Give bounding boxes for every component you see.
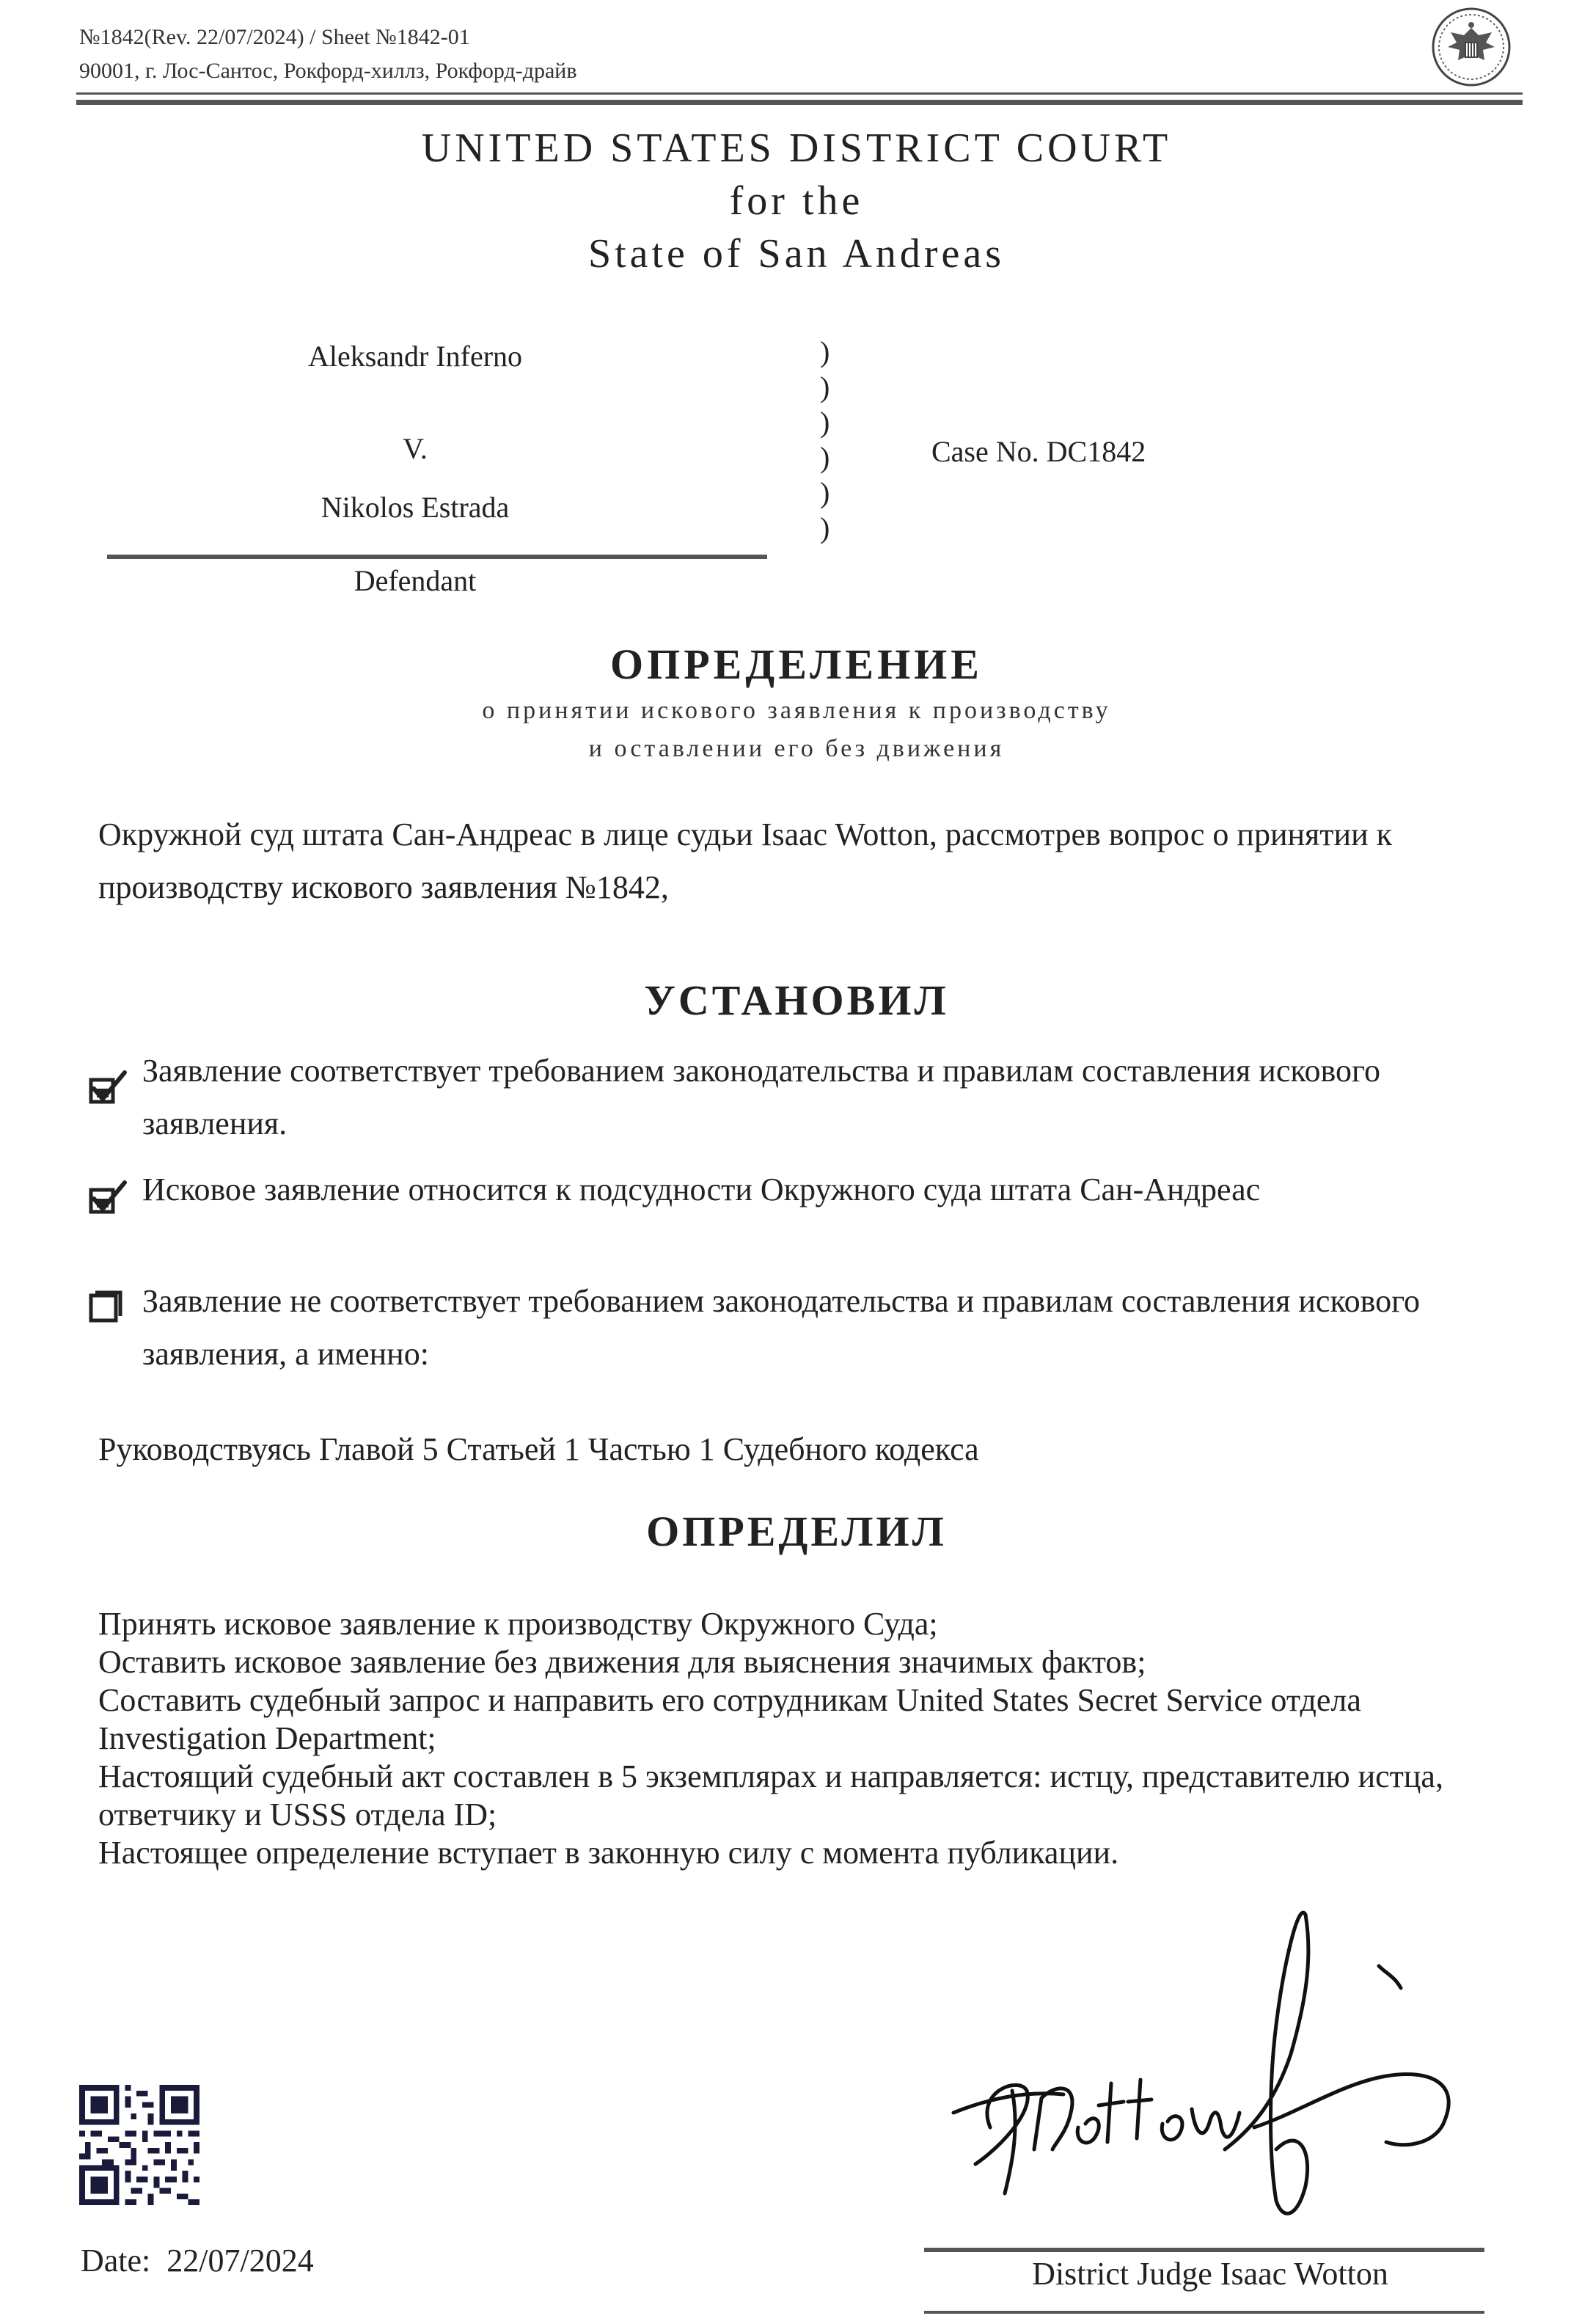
versus-label: V.: [403, 432, 428, 465]
header-rule-bottom: [76, 100, 1523, 105]
established-item-1: Заявление соответствует требованием законодательства и правилам составления искового заявления.: [142, 1053, 1380, 1141]
court-title-line1: UNITED STATES DISTRICT COURT: [421, 125, 1172, 171]
document-subtitle-line1: о принятии искового заявления к производству: [482, 697, 1111, 724]
decision-item: Оставить исковое заявление без движения для выяснения значимых фактов;: [98, 1644, 1146, 1680]
date-value: 22/07/2024: [166, 2243, 314, 2279]
eagle-seal-icon: [1430, 6, 1512, 88]
decided-heading: ОПРЕДЕЛИЛ: [646, 1508, 947, 1555]
court-title-line2: for the: [729, 178, 864, 224]
document-subtitle-line2: и оставлении его без движения: [588, 735, 1005, 762]
court-title-line3: State of San Andreas: [587, 231, 1006, 277]
court-address: 90001, г. Лос-Сантос, Рокфорд-хиллз, Рокфорд-драйв: [79, 59, 577, 83]
unchecked-box-icon: [87, 1285, 131, 1329]
caption-paren: ): [820, 406, 830, 439]
signature-rule: [924, 2248, 1484, 2252]
decision-item: Настоящий судебный акт составлен в 5 экземплярах и направляется: истцу, представителю истца, ответчику и USSS отдела ID;: [98, 1758, 1443, 1832]
defendant-label: Defendant: [354, 564, 477, 597]
qr-code-icon: [79, 2085, 199, 2205]
decision-item: Принять исковое заявление к производству Окружного Суда;: [98, 1606, 938, 1642]
established-item-2: Исковое заявление относится к подсудности Окружного суда штата Сан-Андреас: [142, 1172, 1261, 1207]
decision-item: Настоящее определение вступает в законную силу с момента публикации.: [98, 1835, 1119, 1871]
intro-paragraph: Окружной суд штата Сан-Андреас в лице судьи Isaac Wotton, рассмотрев вопрос о принятии к производству искового заявления №1842,: [98, 816, 1392, 905]
checked-box-icon: [87, 1177, 131, 1221]
document-reference: №1842(Rev. 22/07/2024) / Sheet №1842-01: [79, 25, 470, 49]
plaintiff-name: Aleksandr Inferno: [307, 340, 523, 373]
bottom-rule: [924, 2311, 1484, 2314]
decision-list: [98, 1605, 1514, 1872]
caption-paren: ): [820, 335, 830, 368]
date-label: Date:: [81, 2243, 151, 2279]
defendant-name: Nikolos Estrada: [321, 491, 510, 524]
decision-item: Составить судебный запрос и направить его сотрудникам United States Secret Service отдела Investigation Department;: [98, 1682, 1361, 1756]
document-title: ОПРЕДЕЛЕНИЕ: [610, 640, 983, 688]
established-heading: УСТАНОВИЛ: [644, 976, 949, 1024]
caption-paren: ): [820, 370, 830, 403]
judge-signature-line: District Judge Isaac Wotton: [1032, 2256, 1388, 2292]
caption-paren: ): [820, 476, 830, 509]
caption-paren: ): [820, 511, 830, 544]
caption-paren: ): [820, 441, 830, 474]
date-line: [81, 2242, 314, 2279]
caption-rule: [107, 555, 767, 559]
established-item-3: Заявление не соответствует требованием законодательства и правилам составления искового заявления, а именно:: [142, 1283, 1421, 1372]
case-number: Case No. DC1842: [931, 435, 1146, 468]
header-rule-top: [76, 92, 1523, 95]
guided-by-paragraph: Руководствуясь Главой 5 Статьей 1 Частью 1 Судебного кодекса: [98, 1431, 979, 1467]
checked-box-icon: [87, 1067, 131, 1111]
signature-icon: [931, 1907, 1489, 2230]
